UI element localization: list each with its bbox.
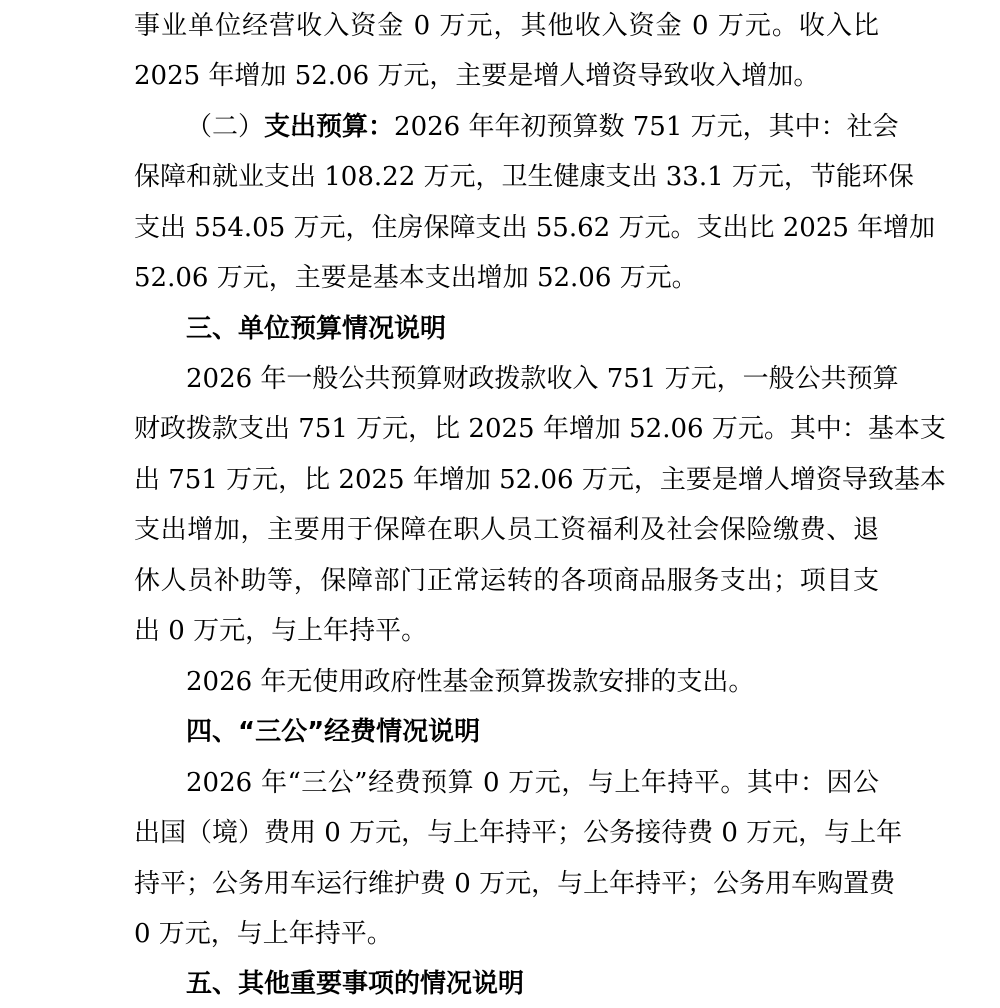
paragraph-line: 2026 年“三公”经费预算 0 万元，与上年持平。其中：因公 [186,768,879,798]
paragraph-line: 持平；公务用车运行维护费 0 万元，与上年持平；公务用车购置费 [134,869,896,899]
paragraph-line: 0 万元，与上年持平。 [134,919,393,949]
section-heading: 五、其他重要事项的情况说明 [186,969,525,999]
paragraph-line: 2026 年无使用政府性基金预算拨款安排的支出。 [186,667,755,697]
paragraph-line: 出 0 万元，与上年持平。 [134,616,428,646]
expenditure-budget-line [186,110,899,144]
section-label: 支出预算： [264,112,395,142]
paragraph-text: 2026 年年初预算数 751 万元，其中：社会 [394,112,899,142]
paragraph-line: 2026 年一般公共预算财政拨款收入 751 万元，一般公共预算 [186,364,899,394]
paragraph-line: 支出增加，主要用于保障在职人员工资福利及社会保险缴费、退 [134,515,879,545]
paragraph-line: 2025 年增加 52.06 万元，主要是增人增资导致收入增加。 [134,61,820,91]
section-heading: 三、单位预算情况说明 [186,314,447,344]
paragraph-line: 财政拨款支出 751 万元，比 2025 年增加 52.06 万元。其中：基本支 [134,414,946,444]
section-number: （二） [186,112,265,142]
paragraph-line: 事业单位经营收入资金 0 万元，其他收入资金 0 万元。收入比 [134,11,879,41]
paragraph-line: 出国（境）费用 0 万元，与上年持平；公务接待费 0 万元，与上年 [134,818,903,848]
paragraph-line: 支出 554.05 万元，住房保障支出 55.62 万元。支出比 2025 年增加 [134,213,936,243]
paragraph-line: 52.06 万元，主要是基本支出增加 52.06 万元。 [134,263,698,293]
paragraph-line: 休人员补助等，保障部门正常运转的各项商品服务支出；项目支 [134,566,879,596]
paragraph-line: 出 751 万元，比 2025 年增加 52.06 万元，主要是增人增资导致基本 [134,465,946,495]
section-heading: 四、“三公”经费情况说明 [186,717,481,747]
paragraph-line: 保障和就业支出 108.22 万元，卫生健康支出 33.1 万元，节能环保 [134,162,914,192]
